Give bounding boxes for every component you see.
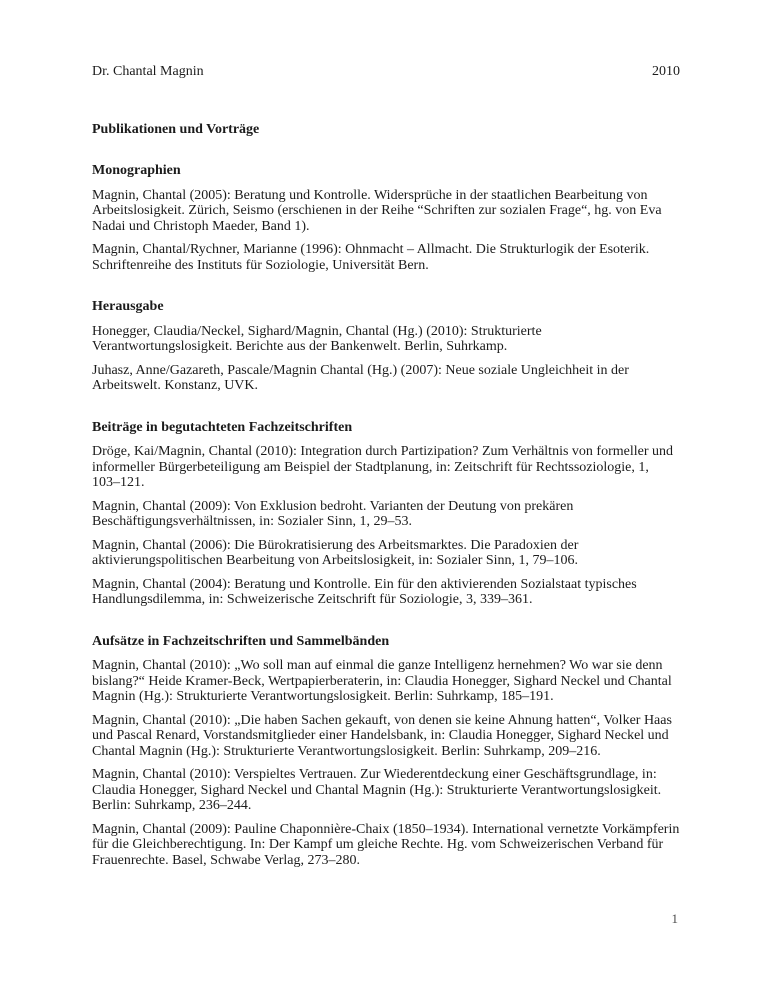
section-heading-aufsaetze: Aufsätze in Fachzeitschriften und Sammelbänden	[92, 633, 390, 649]
section-heading-monographien: Monographien	[92, 163, 181, 178]
reference-entry: Magnin, Chantal (2010): „Wo soll man auf einmal die ganze Intelligenz hernehmen? Wo war sie denn bislang?“ Heide Kramer-Beck, Wertpapierberaterin, in: Claudia Honegger, Sighard Neckel und Chantal Magnin (Hg.): Strukturierte Verantwortungslosigkeit. Berlin: Suhrkamp, 185–191.	[92, 658, 672, 704]
page-header	[92, 64, 680, 80]
reference-entry: Magnin, Chantal (2009): Von Exklusion bedroht. Varianten der Deutung von prekären Beschäftigungsverhältnissen, in: Sozialer Sinn, 1, 29–53.	[92, 498, 574, 529]
reference-entry: Magnin, Chantal (2005): Beratung und Kontrolle. Widersprüche in der staatlichen Bearbeitung von Arbeitslosigkeit. Zürich, Seismo (erschienen in der Reihe “Schriften zur sozialen Frage“, hg. von Eva Nadai und Christoph Maeder, Band 1).	[92, 187, 662, 234]
reference-entry: Magnin, Chantal (2010): „Die haben Sachen gekauft, von denen sie keine Ahnung hatten“, Volker Haas und Pascal Renard, Vorstandsmitglieder einer Handelsbank, in: Claudia Honegger, Sighard Neckel und Chantal Magnin (Hg.): Strukturierte Verantwortungslosigkeit. Berlin: Suhrkamp, 209–216.	[92, 712, 672, 759]
section-begutachtete-fachzeitschriften	[92, 420, 680, 608]
document-title: Publikationen und Vorträge	[92, 121, 260, 137]
reference-entry: Magnin, Chantal (2004): Beratung und Kontrolle. Ein für den aktivierenden Sozialstaat typisches Handlungsdilemma, in: Schweizerische Zeitschrift für Soziologie, 3, 339–361.	[92, 576, 637, 607]
reference-entry: Magnin, Chantal (2006): Die Bürokratisierung des Arbeitsmarktes. Die Paradoxien der aktivierungspolitischen Bearbeitung von Arbeitslosigkeit, in: Sozialer Sinn, 1, 79–106.	[92, 537, 579, 568]
reference-entry: Juhasz, Anne/Gazareth, Pascale/Magnin Chantal (Hg.) (2007): Neue soziale Ungleichheit in der Arbeitswelt. Konstanz, UVK.	[92, 362, 629, 393]
page-number: 1	[671, 911, 678, 926]
section-herausgabe	[92, 299, 680, 394]
reference-entry: Magnin, Chantal (2010): Verspieltes Vertrauen. Zur Wiederentdeckung einer Geschäftsgrundlage, in: Claudia Honegger, Sighard Neckel und Chantal Magnin (Hg.): Strukturierte Verantwortungslosigkeit. Berlin: Suhrkamp, 236–244.	[92, 767, 662, 813]
reference-entry: Honegger, Claudia/Neckel, Sighard/Magnin, Chantal (Hg.) (2010): Strukturierte Verantwortungslosigkeit. Berichte aus der Bankenwelt. Berlin, Suhrkamp.	[92, 323, 542, 354]
section-aufsaetze	[92, 634, 680, 869]
reference-entry: Magnin, Chantal (2009): Pauline Chaponnière-Chaix (1850–1934). International vernetzte Vorkämpferin für die Gleichberechtigung. In: Der Kampf um gleiche Rechte. Hg. vom Schweizerischen Verband für Frauenrechte. Basel, Schwabe Verlag, 273–280.	[92, 821, 680, 868]
section-heading-herausgabe: Herausgabe	[92, 299, 164, 314]
header-year: 2010	[652, 64, 680, 79]
reference-entry: Magnin, Chantal/Rychner, Marianne (1996): Ohnmacht – Allmacht. Die Strukturlogik der Esoterik. Schriftenreihe des Instituts für Soziologie, Universität Bern.	[92, 242, 650, 273]
section-heading-begutachtete-fachzeitschriften: Beiträge in begutachteten Fachzeitschriften	[92, 419, 353, 435]
section-monographien	[92, 163, 680, 273]
author-name: Dr. Chantal Magnin	[92, 64, 204, 79]
reference-entry: Dröge, Kai/Magnin, Chantal (2010): Integration durch Partizipation? Zum Verhältnis von formeller und informeller Bürgerbeteiligung am Beispiel der Stadtplanung, in: Zeitschrift für Rechtssoziologie, 1, 103–121.	[92, 444, 673, 490]
